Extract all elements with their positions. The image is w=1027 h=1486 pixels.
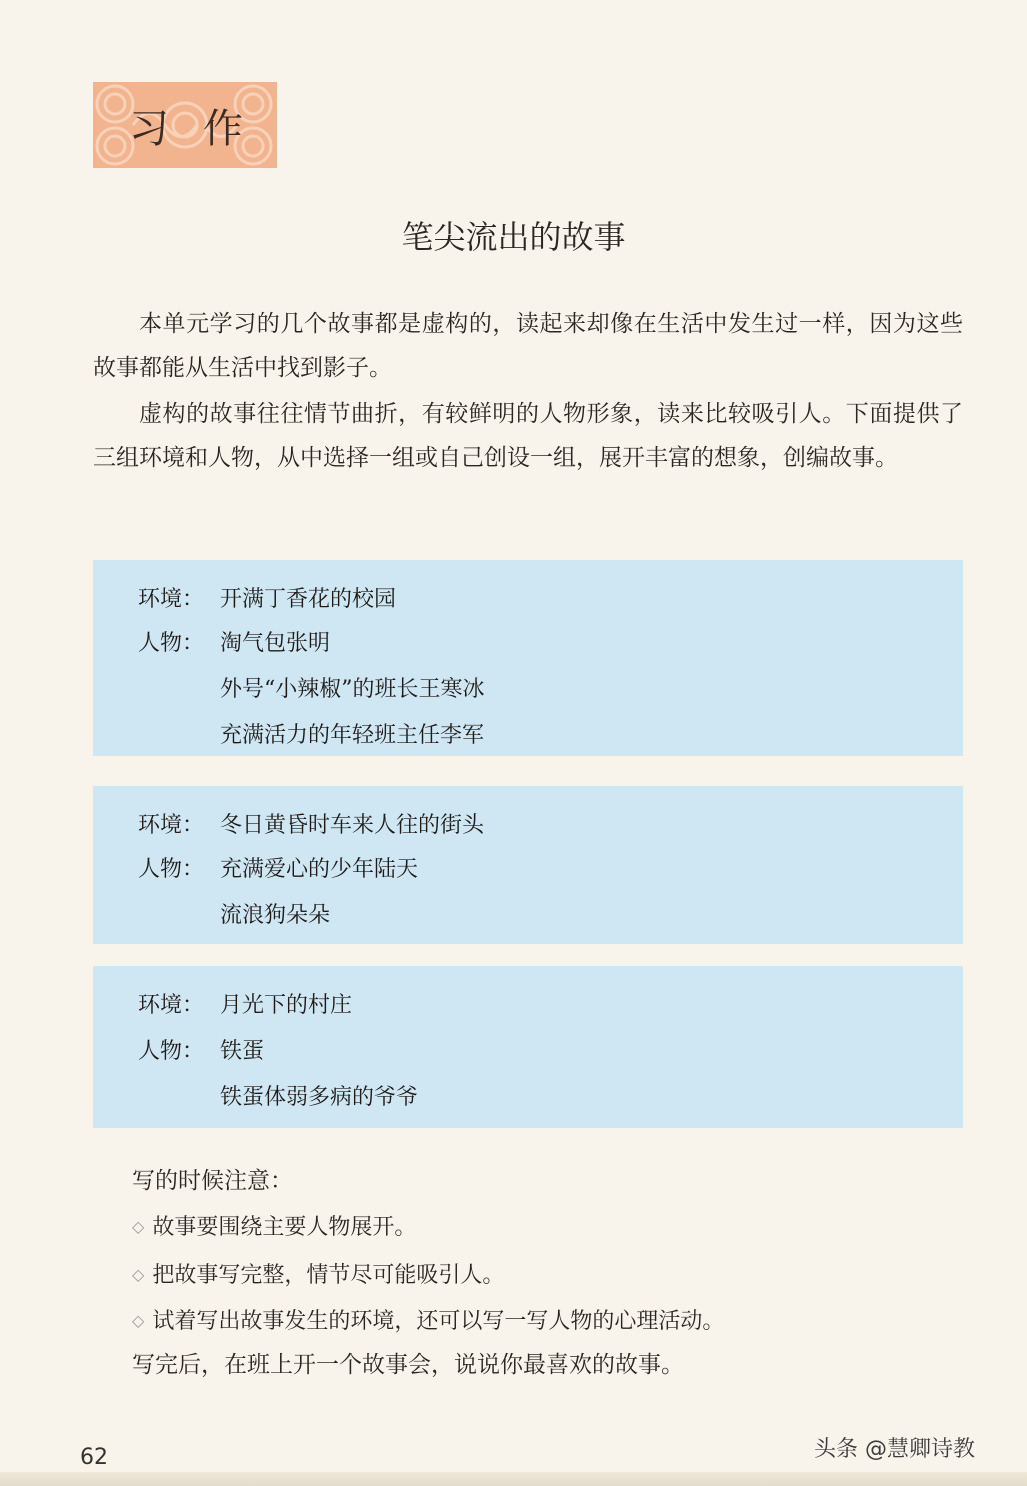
note-text: 故事要围绕主要人物展开。	[152, 1215, 417, 1240]
setting-row	[138, 582, 396, 613]
intro-paragraph: 虚构的故事往往情节曲折，有较鲜明的人物形象，读来比较吸引人。下面提供了三组环境和人物，从中选择一组或自己创设一组，展开丰富的想象，创编故事。	[93, 401, 963, 471]
person: 铁蛋体弱多病的爷爷	[220, 1085, 419, 1110]
intro-text	[93, 303, 963, 480]
note-item	[132, 1258, 504, 1289]
page-number: 62	[80, 1445, 108, 1470]
person: 充满活力的年轻班主任李军	[220, 723, 485, 748]
setting-row	[138, 988, 352, 1019]
story-option-1	[93, 560, 963, 756]
setting-value: 月光下的村庄	[220, 993, 353, 1018]
people-row	[138, 852, 418, 883]
setting-label: 环境：	[138, 587, 205, 612]
person: 流浪狗朵朵	[220, 903, 331, 928]
section-tag-label: 习作	[129, 105, 277, 152]
person: 铁蛋	[220, 1039, 265, 1064]
people-row	[138, 1034, 264, 1065]
setting-label: 环境：	[138, 813, 205, 838]
note-item	[132, 1210, 416, 1241]
note-text: 试着写出故事发生的环境，还可以写一写人物的心理活动。	[152, 1309, 725, 1334]
note-text: 把故事写完整，情节尽可能吸引人。	[152, 1263, 505, 1288]
person: 外号“小辣椒”的班长王寒冰	[220, 677, 485, 702]
people-label: 人物：	[138, 1039, 205, 1064]
people-label: 人物：	[138, 631, 205, 656]
story-option-3	[93, 966, 963, 1128]
intro-paragraph: 本单元学习的几个故事都是虚构的，读起来却像在生活中发生过一样，因为这些故事都能从生活中找到影子。	[93, 311, 963, 381]
people-row	[138, 626, 330, 657]
setting-row	[138, 808, 484, 839]
diamond-bullet-icon: ◇	[132, 1217, 145, 1236]
closing-text: 写完后，在班上开一个故事会，说说你最喜欢的故事。	[132, 1352, 684, 1378]
setting-label: 环境：	[138, 993, 205, 1018]
story-option-2	[93, 786, 963, 944]
people-label: 人物：	[138, 857, 205, 882]
person: 淘气包张明	[220, 631, 331, 656]
watermark: 头条 @慧卿诗教	[814, 1437, 975, 1462]
setting-value: 冬日黄昏时车来人往的街头	[220, 813, 485, 838]
diamond-bullet-icon: ◇	[132, 1311, 145, 1330]
page-title: 笔尖流出的故事	[401, 218, 626, 256]
notes-heading: 写的时候注意：	[132, 1168, 293, 1194]
diamond-bullet-icon: ◇	[132, 1265, 145, 1284]
person: 充满爱心的少年陆天	[220, 857, 419, 882]
section-tag	[93, 82, 277, 168]
note-item	[132, 1304, 724, 1335]
setting-value: 开满丁香花的校园	[220, 587, 397, 612]
page-bottom-edge	[0, 1472, 1027, 1486]
